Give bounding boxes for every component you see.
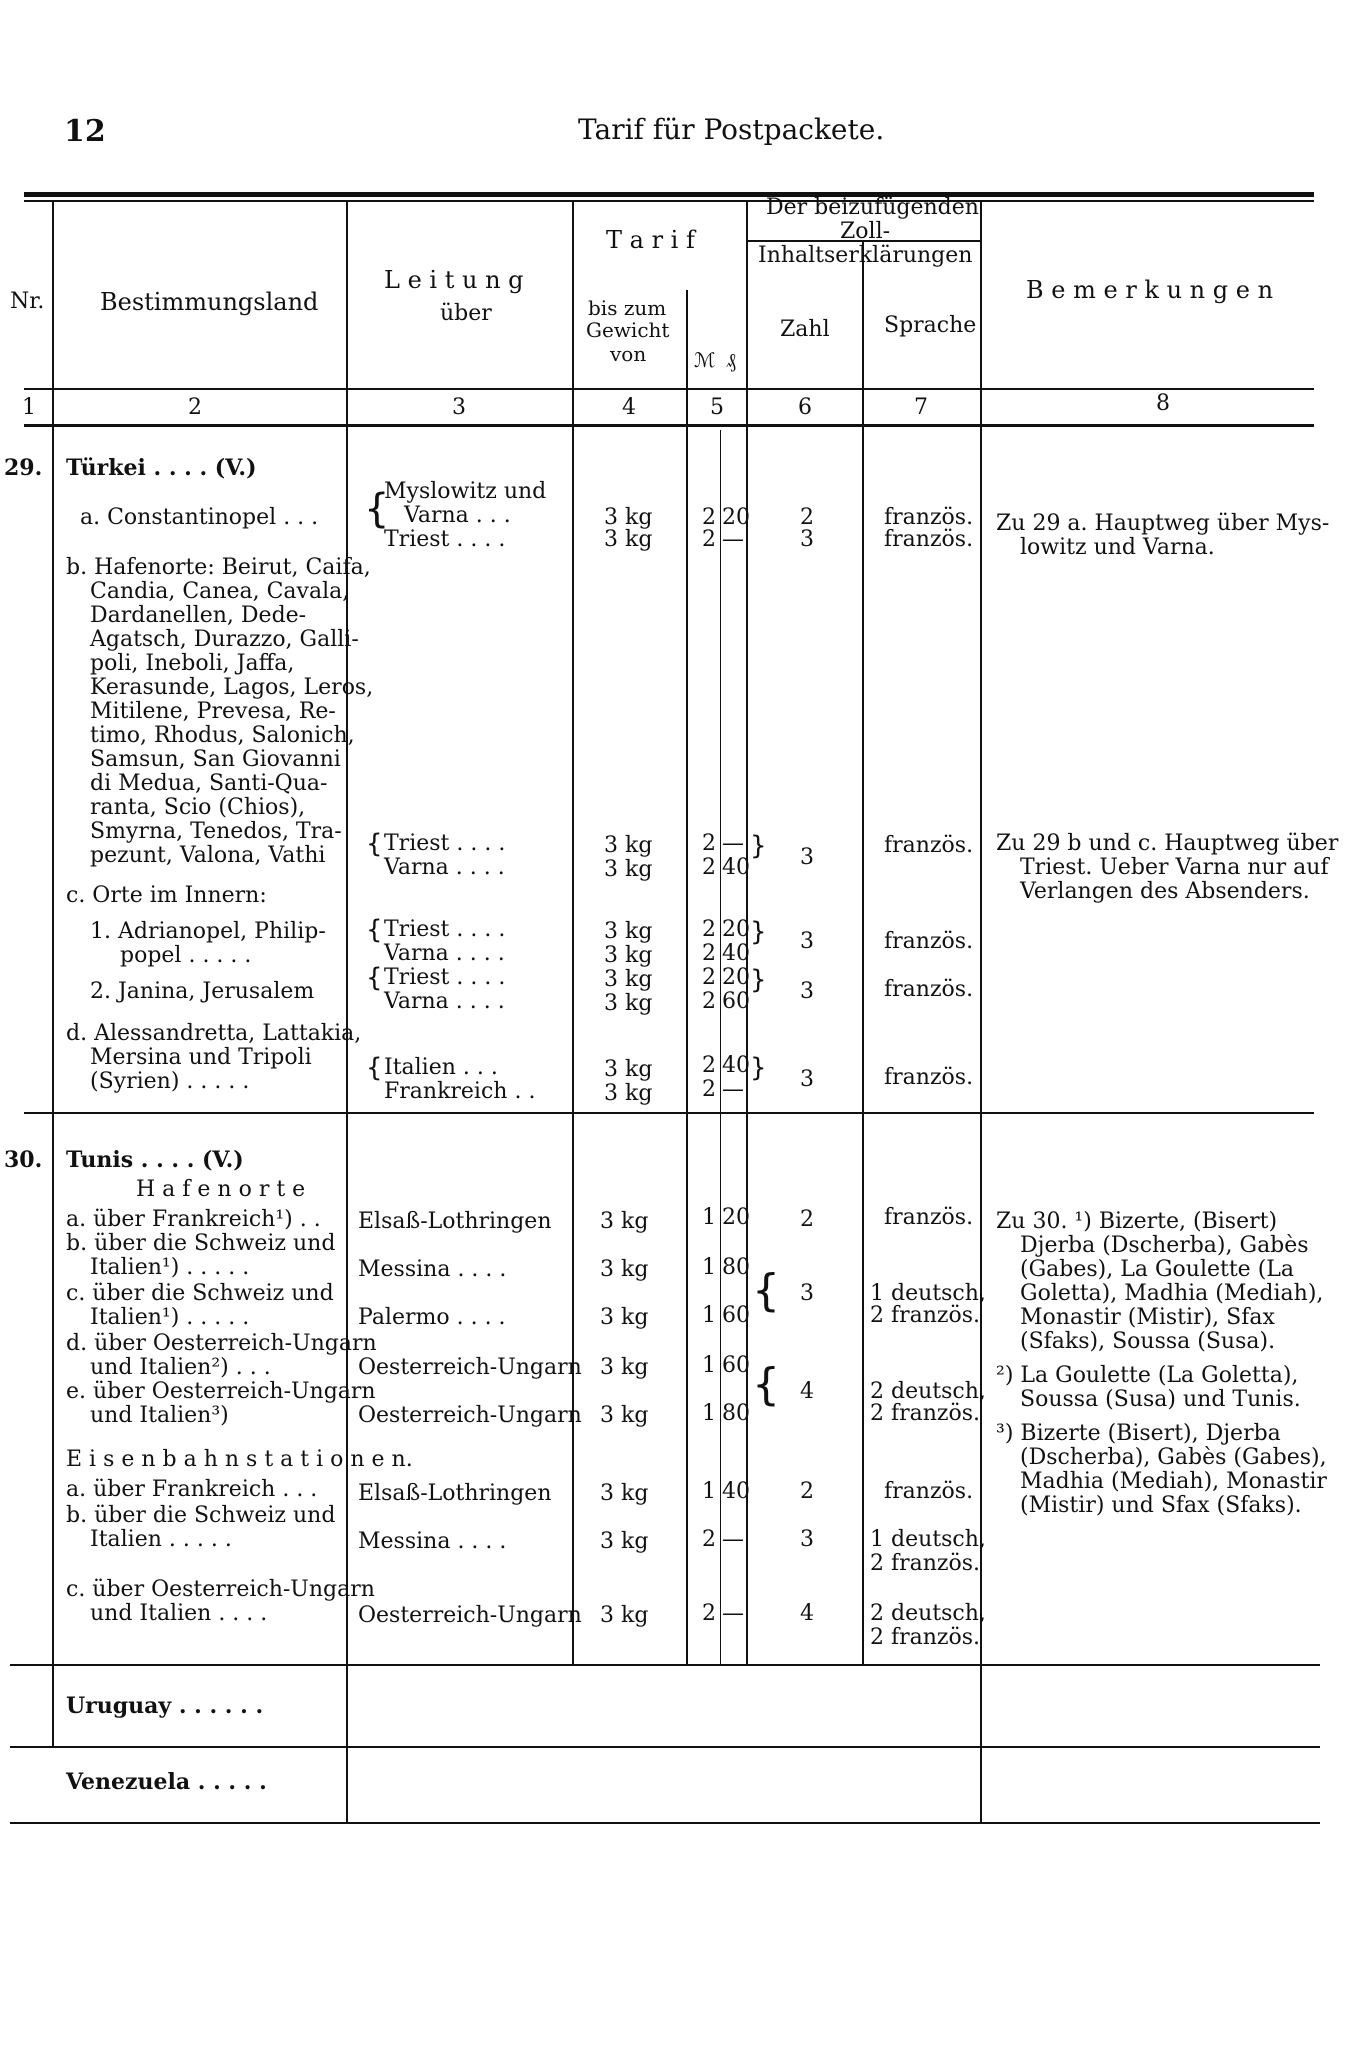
row30bc-zahl: 4: [800, 1601, 814, 1626]
row29c2-pf-2: 60: [722, 989, 750, 1014]
row29c2-sprache: französ.: [884, 977, 974, 1002]
row30ba-weight: 3 kg: [600, 1481, 649, 1506]
row29b-line-12: Smyrna, Tenedos, Tra-: [90, 819, 342, 844]
row30bb-zahl: 3: [800, 1527, 814, 1552]
header-bemerkungen: B e m e r k u n g e n: [1026, 276, 1274, 304]
venezuela-rule: [10, 1822, 1320, 1824]
row29b-sprache: französ.: [884, 833, 974, 858]
row29b-line-7: Mitilene, Prevesa, Re-: [90, 699, 336, 724]
row30-bemerkung-6: (Sfaks), Soussa (Susa).: [1020, 1329, 1276, 1354]
row30b-line-2: Italien¹) . . . . .: [90, 1255, 250, 1280]
row29b-mark-1: 2: [702, 831, 716, 856]
row30ba-route: Elsaß-Lothringen: [358, 1481, 552, 1506]
row29b-line-8: timo, Rhodus, Salonich,: [90, 723, 355, 748]
row29a-route-3: Triest . . . .: [384, 527, 506, 552]
row29a-bemerkung-2: lowitz und Varna.: [1020, 535, 1215, 560]
row-uruguay: Uruguay . . . . . .: [66, 1693, 264, 1719]
row30bc-sprache-2: 2 französ.: [870, 1625, 981, 1650]
row29c1-line-1: 1. Adrianopel, Philip-: [90, 919, 326, 944]
row30c-pf: 60: [722, 1303, 750, 1328]
row29c2-mark-2: 2: [702, 989, 716, 1014]
row30e-route: Oesterreich-Ungarn: [358, 1403, 582, 1428]
row29c2-weight-1: 3 kg: [604, 967, 653, 992]
header-ueber: über: [440, 301, 492, 326]
row30d-line-1: d. über Oesterreich-Ungarn: [66, 1331, 377, 1356]
page-title: Tarif für Postpackete.: [578, 113, 885, 146]
header-sprache: Sprache: [884, 313, 977, 338]
row29c1-line-2: popel . . . . .: [120, 943, 252, 968]
row29d-pf-2: —: [722, 1077, 744, 1102]
row29d-route-1: Italien . . .: [384, 1055, 498, 1080]
row29b-mark-2: 2: [702, 855, 716, 880]
row30-bemerkung-9: ³) Bizerte (Bisert), Djerba: [996, 1421, 1281, 1446]
row30a-zahl: 2: [800, 1207, 814, 1232]
row29a-place: a. Constantinopel . . .: [80, 505, 319, 530]
row30-rule: [10, 1664, 1320, 1666]
row29c1-pf-2: 40: [722, 941, 750, 966]
numbering-rule: [24, 424, 1314, 427]
row30-bemerkung-5: Monastir (Mistir), Sfax: [1020, 1305, 1275, 1330]
row30-bemerkung-7: ²) La Goulette (La Goletta),: [996, 1363, 1299, 1388]
row30d-route: Oesterreich-Ungarn: [358, 1355, 582, 1380]
row29d-weight-1: 3 kg: [604, 1057, 653, 1082]
row30e-mark: 1: [702, 1401, 716, 1426]
row29a-pf-2: —: [722, 527, 744, 552]
row29d-route-2: Frankreich . .: [384, 1079, 536, 1104]
row30bb-route: Messina . . . .: [358, 1529, 507, 1554]
row29c2-mark-1: 2: [702, 965, 716, 990]
row30d-pf: 60: [722, 1353, 750, 1378]
col-line-7: [980, 200, 982, 1824]
row29a-weight-2: 3 kg: [604, 527, 653, 552]
row30e-line-2: und Italien³): [90, 1403, 229, 1428]
row30-bemerkung-4: Goletta), Madhia (Mediah),: [1020, 1281, 1324, 1306]
brace-right-icon: }: [750, 1053, 767, 1083]
header-zoll-1: Der beizufügenden: [766, 195, 979, 220]
row29c1-route-2: Varna . . . .: [384, 941, 505, 966]
row29c1-weight-2: 3 kg: [604, 943, 653, 968]
colnum-6: 6: [798, 395, 812, 420]
row30bc-zahl: 3: [800, 1281, 814, 1306]
row30bc-sprache-1: 2 deutsch,: [870, 1601, 986, 1626]
row30bc-sprache-1: 1 deutsch,: [870, 1281, 986, 1306]
row30bc-line-2: und Italien . . . .: [90, 1601, 268, 1626]
row30-bemerkung-11: Madhia (Mediah), Monastir: [1020, 1469, 1327, 1494]
row30ba-sprache: französ.: [884, 1479, 974, 1504]
row29b-pf-2: 40: [722, 855, 750, 880]
header-rule: [24, 388, 1314, 390]
row30b-weight: 3 kg: [600, 1257, 649, 1282]
row30bb-sprache-1: 1 deutsch,: [870, 1527, 986, 1552]
row29b-route-1: Triest . . . .: [384, 831, 506, 856]
row29a-mark-2: 2: [702, 527, 716, 552]
row29c2-zahl: 3: [800, 979, 814, 1004]
row29c1-mark-1: 2: [702, 917, 716, 942]
row29c2-place: 2. Janina, Jerusalem: [90, 979, 315, 1004]
row30bc-pf: —: [722, 1601, 744, 1626]
row29d-zahl: 3: [800, 1067, 814, 1092]
row29-land: Türkei . . . . (V.): [66, 455, 257, 481]
header-zoll-3: Inhaltserklärungen: [758, 243, 973, 268]
row30b-route: Messina . . . .: [358, 1257, 507, 1282]
row30bb-weight: 3 kg: [600, 1529, 649, 1554]
header-gewicht-3: von: [610, 342, 647, 366]
row29a-mark-1: 2: [702, 505, 716, 530]
row29a-pf-1: 20: [722, 505, 750, 530]
row30ba-mark: 1: [702, 1479, 716, 1504]
row30bc-line-1: c. über Oesterreich-Ungarn: [66, 1577, 375, 1602]
row30c-weight: 3 kg: [600, 1305, 649, 1330]
row30de-sprache-2: 2 französ.: [870, 1401, 981, 1426]
row30e-weight: 3 kg: [600, 1403, 649, 1428]
row30d-line-2: und Italien²) . . .: [90, 1355, 271, 1380]
row29b-line-2: Candia, Canea, Cavala,: [90, 579, 350, 604]
row29c2-weight-2: 3 kg: [604, 991, 653, 1016]
row30-bemerkung-2: Djerba (Dscherba), Gabès: [1020, 1233, 1309, 1258]
row30-bahn-heading: E i s e n b a h n s t a t i o n e n.: [66, 1447, 413, 1472]
page-number: 12: [64, 114, 106, 149]
row29b-bemerkung-1: Zu 29 b und c. Hauptweg über: [996, 831, 1339, 856]
row29c1-route-1: Triest . . . .: [384, 917, 506, 942]
row30-bemerkung-12: (Mistir) und Sfax (Sfaks).: [1020, 1493, 1302, 1518]
row29b-bemerkung-3: Verlangen des Absenders.: [1020, 879, 1310, 904]
row30ba-place: a. über Frankreich . . .: [66, 1477, 318, 1502]
row29b-line-4: Agatsch, Durazzo, Galli-: [90, 627, 359, 652]
header-land: Bestimmungsland: [100, 288, 319, 316]
row30-hafenorte-heading: H a f e n o r t e: [136, 1177, 306, 1202]
row29b-pf-1: —: [722, 831, 744, 856]
colnum-5: 5: [710, 395, 724, 420]
row30-bemerkung-3: (Gabes), La Goulette (La: [1020, 1257, 1295, 1282]
row29d-weight-2: 3 kg: [604, 1081, 653, 1106]
mark-pf-divider: [720, 430, 721, 1664]
row30bb-sprache-2: 2 französ.: [870, 1551, 981, 1576]
row29-rule: [24, 1112, 1314, 1114]
row30bb-line-2: Italien . . . . .: [90, 1527, 232, 1552]
colnum-4: 4: [622, 395, 636, 420]
row30bc-route: Oesterreich-Ungarn: [358, 1603, 582, 1628]
row29d-mark-1: 2: [702, 1053, 716, 1078]
header-gewicht-1: bis zum: [588, 296, 667, 320]
brace-icon: {: [366, 829, 383, 859]
colnum-1: 1: [22, 395, 36, 420]
row-venezuela: Venezuela . . . . .: [66, 1769, 267, 1795]
colnum-7: 7: [914, 395, 928, 420]
row30e-pf: 80: [722, 1401, 750, 1426]
header-mark: ℳ: [694, 348, 716, 372]
row30-bemerkung-10: (Dscherba), Gabès (Gabes),: [1020, 1445, 1327, 1470]
uruguay-rule: [10, 1746, 1320, 1748]
row30a-route: Elsaß-Lothringen: [358, 1209, 552, 1234]
row29b-line-10: di Medua, Santi-Qua-: [90, 771, 328, 796]
header-gewicht-2: Gewicht: [586, 318, 670, 342]
row29d-line-3: (Syrien) . . . . .: [90, 1069, 250, 1094]
row29b-weight-2: 3 kg: [604, 857, 653, 882]
row29d-line-2: Mersina und Tripoli: [90, 1045, 312, 1070]
row30b-line-1: b. über die Schweiz und: [66, 1231, 336, 1256]
row29b-line-11: ranta, Scio (Chios),: [90, 795, 306, 820]
row30ba-pf: 40: [722, 1479, 750, 1504]
row29c2-route-2: Varna . . . .: [384, 989, 505, 1014]
colnum-8: 8: [1156, 391, 1170, 416]
row29d-sprache: französ.: [884, 1065, 974, 1090]
colnum-2: 2: [188, 395, 202, 420]
row29b-line-3: Dardanellen, Dede-: [90, 603, 307, 628]
header-pf: ₰: [726, 348, 736, 372]
header-nr: Nr.: [10, 289, 45, 314]
row29c-heading: c. Orte im Innern:: [66, 883, 267, 908]
row29a-zahl-2: 3: [800, 527, 814, 552]
brace-left-icon: {: [752, 1359, 780, 1410]
row29b-line-13: pezunt, Valona, Vathi: [90, 843, 326, 868]
row29a-bemerkung-1: Zu 29 a. Hauptweg über Mys-: [996, 511, 1330, 536]
row30e-line-1: e. über Oesterreich-Ungarn: [66, 1379, 376, 1404]
brace-icon: {: [366, 963, 383, 993]
col-line-4: [686, 290, 688, 1664]
brace-icon: {: [366, 1053, 383, 1083]
brace-right-icon: }: [750, 831, 767, 861]
row29b-line-9: Samsun, San Giovanni: [90, 747, 341, 772]
header-tarif: T a r i f: [606, 226, 695, 254]
row29a-route-2: Varna . . .: [404, 503, 511, 528]
col-line-1: [52, 200, 54, 1746]
row30bb-line-1: b. über die Schweiz und: [66, 1503, 336, 1528]
row30b-pf: 80: [722, 1255, 750, 1280]
brace-right-icon: }: [750, 917, 767, 947]
row29b-line-1: b. Hafenorte: Beirut, Caifa,: [66, 555, 371, 580]
row30de-sprache-1: 2 deutsch,: [870, 1379, 986, 1404]
row30bc-mark: 2: [702, 1601, 716, 1626]
row29a-zahl-1: 2: [800, 505, 814, 530]
header-leitung: L e i t u n g: [384, 266, 524, 294]
row30bc-weight: 3 kg: [600, 1603, 649, 1628]
row29c1-weight-1: 3 kg: [604, 919, 653, 944]
row29b-zahl: 3: [800, 845, 814, 870]
row30c-line-1: c. über die Schweiz und: [66, 1281, 334, 1306]
row30bb-mark: 2: [702, 1527, 716, 1552]
row30a-pf: 20: [722, 1205, 750, 1230]
row29d-mark-2: 2: [702, 1077, 716, 1102]
brace-right-icon: }: [750, 965, 767, 995]
row30d-weight: 3 kg: [600, 1355, 649, 1380]
row30c-line-2: Italien¹) . . . . .: [90, 1305, 250, 1330]
row30-bemerkung-1: Zu 30. ¹) Bizerte, (Bisert): [996, 1209, 1278, 1234]
row29a-route-1: Myslowitz und: [384, 479, 547, 504]
col-line-6: [862, 240, 864, 1664]
row29c1-pf-1: 20: [722, 917, 750, 942]
row30a-place: a. über Frankreich¹) . .: [66, 1207, 321, 1232]
row29a-weight-1: 3 kg: [604, 505, 653, 530]
brace-left-icon: {: [752, 1265, 780, 1316]
row29b-bemerkung-2: Triest. Ueber Varna nur auf: [1020, 855, 1329, 880]
row29-nr: 29.: [4, 455, 43, 481]
row29d-pf-1: 40: [722, 1053, 750, 1078]
brace-icon: {: [366, 915, 383, 945]
row30-land: Tunis . . . . (V.): [66, 1147, 244, 1173]
col-line-3: [572, 200, 574, 1664]
row30bc-sprache-2: 2 französ.: [870, 1303, 981, 1328]
row30c-route: Palermo . . . .: [358, 1305, 506, 1330]
row29b-line-5: poli, Ineboli, Jaffa,: [90, 651, 295, 676]
row30de-zahl: 4: [800, 1379, 814, 1404]
row29a-sprache-1: französ.: [884, 505, 974, 530]
row30b-mark: 1: [702, 1255, 716, 1280]
row30c-mark: 1: [702, 1303, 716, 1328]
row30bb-pf: —: [722, 1527, 744, 1552]
row29d-line-1: d. Alessandretta, Lattakia,: [66, 1021, 362, 1046]
row29c1-zahl: 3: [800, 929, 814, 954]
row30ba-zahl: 2: [800, 1479, 814, 1504]
row30d-mark: 1: [702, 1353, 716, 1378]
row29c1-sprache: französ.: [884, 929, 974, 954]
row29a-sprache-2: französ.: [884, 527, 974, 552]
header-zoll-2: Zoll-: [840, 219, 891, 244]
row29b-line-6: Kerasunde, Lagos, Leros,: [90, 675, 374, 700]
row30-bemerkung-8: Soussa (Susa) und Tunis.: [1020, 1387, 1301, 1412]
colnum-3: 3: [452, 395, 466, 420]
brace-icon: {: [364, 486, 390, 532]
row30-nr: 30.: [4, 1147, 43, 1173]
row30a-sprache: französ.: [884, 1205, 974, 1230]
row29b-weight-1: 3 kg: [604, 833, 653, 858]
table-top-rule: [24, 192, 1314, 197]
row29c2-pf-1: 20: [722, 965, 750, 990]
row30a-mark: 1: [702, 1205, 716, 1230]
row29c2-route-1: Triest . . . .: [384, 965, 506, 990]
row29b-route-2: Varna . . . .: [384, 855, 505, 880]
row29c1-mark-2: 2: [702, 941, 716, 966]
table-top-rule-thin: [24, 200, 1314, 202]
header-zahl: Zahl: [780, 317, 830, 342]
row30a-weight: 3 kg: [600, 1209, 649, 1234]
